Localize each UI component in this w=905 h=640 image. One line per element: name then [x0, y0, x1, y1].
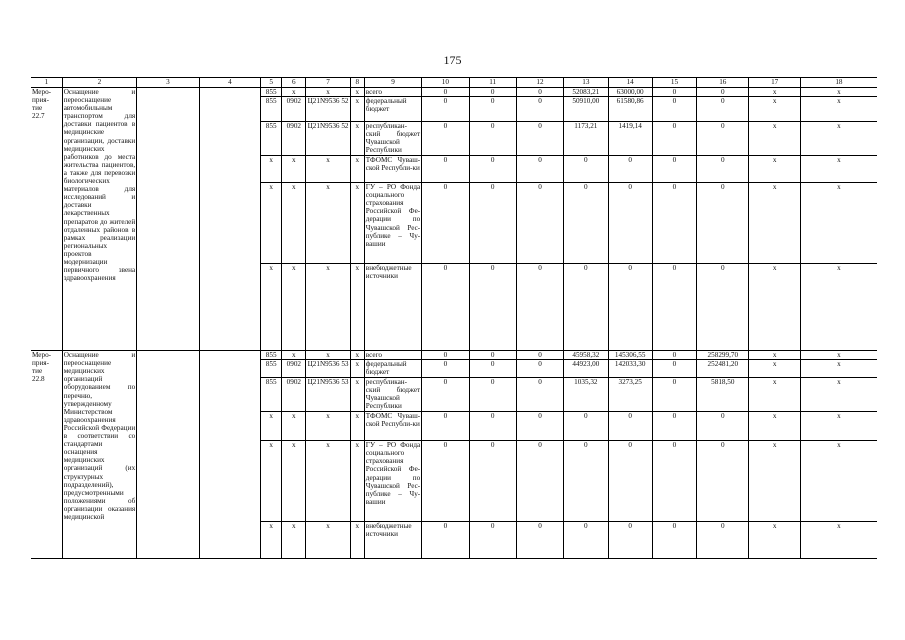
cell-c12: 0 — [516, 156, 563, 183]
cell-c5: х — [261, 183, 282, 264]
cell-c10: 0 — [422, 378, 469, 412]
cell-c12: 0 — [516, 360, 563, 378]
cell-c13: 1173,21 — [564, 122, 608, 156]
cell-c13: 0 — [564, 183, 608, 264]
cell-c14: 0 — [608, 441, 652, 522]
cell-c9: ГУ – РО Фонда социального страхования Российской Фе-дерации по Чувашской Рес-публике – Чу-вашии — [364, 183, 421, 264]
cell-c17: х — [749, 97, 800, 122]
cell-c9: республикан-ский бюджет Чувашской Республики — [365, 122, 421, 155]
measure-label: Меро- прия- тие 22.7 — [31, 88, 62, 351]
cell-c17: х — [749, 183, 800, 264]
cell-c8: х — [350, 88, 364, 97]
cell-c17: х — [749, 412, 800, 441]
cell-c7: х — [306, 183, 350, 264]
cell-c16: 0 — [697, 183, 749, 264]
cell-c15: 0 — [652, 412, 696, 441]
column-header-8: 8 — [350, 78, 364, 88]
cell-c5: 855 — [261, 97, 282, 122]
cell-c11: 0 — [469, 97, 516, 122]
cell-c16: 0 — [697, 156, 749, 183]
cell-c6: х — [282, 522, 306, 559]
cell-c10: 0 — [422, 88, 469, 97]
cell-c12: 0 — [516, 441, 563, 522]
cell-c13: 45958,32 — [564, 351, 608, 360]
cell-c14: 1419,14 — [608, 122, 652, 156]
column-header-4: 4 — [199, 78, 260, 88]
cell-c13: 0 — [564, 412, 608, 441]
column-header-13: 13 — [564, 78, 608, 88]
cell-c9: внебюджетные источники — [364, 522, 421, 559]
column-header-16: 16 — [697, 78, 749, 88]
cell-c16: 0 — [697, 122, 749, 156]
cell-c6: 0902 — [282, 97, 306, 122]
cell-c7: х — [306, 351, 350, 360]
cell-c13: 0 — [564, 522, 608, 559]
cell-c7: х — [306, 264, 350, 351]
cell-c12: 0 — [516, 183, 563, 264]
cell-c7: Ц21N9536 53 — [306, 378, 350, 412]
cell-c8: х — [350, 441, 364, 522]
cell-c12: 0 — [516, 264, 563, 351]
cell-c6: х — [282, 441, 306, 522]
cell-c16: 258299,70 — [697, 351, 749, 360]
column-header-15: 15 — [652, 78, 696, 88]
cell-c7: х — [306, 412, 350, 441]
column-header-12: 12 — [516, 78, 563, 88]
cell-c11: 0 — [469, 264, 516, 351]
column-header-5: 5 — [261, 78, 282, 88]
cell-c8: х — [350, 183, 364, 264]
cell-c16: 0 — [697, 264, 749, 351]
cell-c12: 0 — [516, 88, 563, 97]
cell-c5: х — [261, 156, 282, 183]
cell-c9: федеральный бюджет — [364, 360, 421, 378]
cell-c18: х — [800, 156, 877, 183]
cell-c15: 0 — [652, 351, 696, 360]
cell-c8: х — [350, 97, 364, 122]
cell-c14: 0 — [608, 522, 652, 559]
cell-c11: 0 — [469, 351, 516, 360]
cell-c17: х — [749, 264, 800, 351]
cell-c14: 142033,30 — [608, 360, 652, 378]
cell-c9: республикан-ский бюджет Чувашской Республики — [365, 378, 421, 411]
column-header-18: 18 — [800, 78, 877, 88]
cell-c8: х — [350, 156, 364, 183]
cell-c8: х — [350, 264, 364, 351]
cell-c14: 61580,86 — [608, 97, 652, 122]
cell-c18: х — [800, 122, 877, 156]
cell-c15: 0 — [652, 264, 696, 351]
column-header-2: 2 — [62, 78, 137, 88]
cell-c13: 0 — [564, 264, 608, 351]
cell-c17: х — [749, 360, 800, 378]
cell-c16: 5818,50 — [697, 378, 749, 412]
cell-c15: 0 — [652, 378, 696, 412]
cell-c14: 3273,25 — [608, 378, 652, 412]
cell-c14: 0 — [608, 412, 652, 441]
cell-c12: 0 — [516, 412, 563, 441]
cell-c10: 0 — [422, 522, 469, 559]
cell-c18: х — [800, 264, 877, 351]
cell-c14: 0 — [608, 183, 652, 264]
cell-c10: 0 — [422, 97, 469, 122]
cell-c12: 0 — [516, 378, 563, 412]
cell-c12: 0 — [516, 122, 563, 156]
cell-c8: х — [350, 522, 364, 559]
cell-c11: 0 — [469, 183, 516, 264]
cell-c5: х — [261, 441, 282, 522]
cell-c8: х — [350, 360, 364, 378]
header-row — [31, 78, 877, 88]
cell-c6: 0902 — [282, 378, 306, 412]
cell-c11: 0 — [469, 522, 516, 559]
cell-c14: 63000,00 — [608, 88, 652, 97]
cell-c8: х — [350, 122, 364, 156]
cell-c13: 0 — [564, 441, 608, 522]
cell-c11: 0 — [469, 412, 516, 441]
cell-c14: 0 — [608, 264, 652, 351]
cell-c6: х — [282, 264, 306, 351]
cell-c15: 0 — [652, 522, 696, 559]
column-header-3: 3 — [137, 78, 199, 88]
cell-c5: 855 — [261, 378, 282, 412]
cell-c16: 0 — [697, 97, 749, 122]
cell-c9: ТФОМС Чуваш-ской Республи-ки — [364, 156, 421, 183]
cell-c7: х — [306, 88, 350, 97]
cell-c7: х — [306, 522, 350, 559]
cell-c6: 0902 — [282, 360, 306, 378]
cell-c15: 0 — [652, 97, 696, 122]
cell-c9: федеральный бюджет — [364, 97, 421, 122]
cell-c13: 0 — [564, 156, 608, 183]
column-header-6: 6 — [282, 78, 306, 88]
cell-c17: х — [749, 351, 800, 360]
cell-c12: 0 — [516, 97, 563, 122]
cell-c8: х — [350, 378, 364, 412]
cell-c16: 0 — [697, 412, 749, 441]
empty-cell-c3 — [137, 351, 199, 559]
cell-c15: 0 — [652, 183, 696, 264]
cell-c6: х — [282, 88, 306, 97]
cell-c6: х — [282, 156, 306, 183]
cell-c5: х — [261, 412, 282, 441]
cell-c8: х — [350, 412, 364, 441]
cell-c15: 0 — [652, 156, 696, 183]
table-body — [31, 88, 877, 559]
cell-c16: 252481,20 — [697, 360, 749, 378]
column-header-11: 11 — [469, 78, 516, 88]
cell-c6: х — [282, 412, 306, 441]
cell-c17: х — [749, 522, 800, 559]
table-row — [31, 351, 877, 360]
measure-label: Меро- прия- тие 22.8 — [31, 351, 62, 559]
cell-c16: 0 — [697, 441, 749, 522]
cell-c7: Ц21N9536 52 — [306, 97, 350, 122]
cell-c7: х — [306, 156, 350, 183]
cell-c10: 0 — [422, 360, 469, 378]
column-header-7: 7 — [306, 78, 350, 88]
column-header-14: 14 — [608, 78, 652, 88]
cell-c10: 0 — [422, 412, 469, 441]
cell-c11: 0 — [469, 360, 516, 378]
cell-c15: 0 — [652, 88, 696, 97]
cell-c10: 0 — [422, 122, 469, 156]
cell-c18: х — [800, 522, 877, 559]
cell-c12: 0 — [516, 351, 563, 360]
cell-c16: 0 — [697, 88, 749, 97]
cell-c5: 855 — [261, 360, 282, 378]
cell-c18: х — [800, 97, 877, 122]
cell-c16: 0 — [697, 522, 749, 559]
cell-c11: 0 — [469, 88, 516, 97]
column-header-1: 1 — [31, 78, 62, 88]
cell-c18: х — [800, 360, 877, 378]
cell-c18: х — [800, 412, 877, 441]
cell-c18: х — [800, 351, 877, 360]
cell-c5: 855 — [261, 351, 282, 360]
cell-c11: 0 — [469, 156, 516, 183]
cell-c10: 0 — [422, 351, 469, 360]
table-row — [31, 88, 877, 97]
cell-c17: х — [749, 88, 800, 97]
cell-c18: х — [800, 441, 877, 522]
cell-c11: 0 — [469, 441, 516, 522]
cell-c9: всего — [364, 88, 421, 97]
cell-c10: 0 — [422, 156, 469, 183]
cell-c17: х — [749, 378, 800, 412]
cell-c5: х — [261, 522, 282, 559]
cell-c14: 145306,55 — [608, 351, 652, 360]
cell-c10: 0 — [422, 183, 469, 264]
cell-c14: 0 — [608, 156, 652, 183]
column-header-17: 17 — [749, 78, 800, 88]
cell-c6: х — [282, 351, 306, 360]
cell-c15: 0 — [652, 441, 696, 522]
cell-c13: 52083,21 — [564, 88, 608, 97]
measure-description: Оснащение и переоснащение автомобильным транспортом для доставки пациентов в медицинские организации, доставки медицинских работников до места жительства пациентов, а также для перевозки биологических материалов для исследований и доставки лекарственных препаратов до жителей отдаленных районов в рамках реализации региональных проектов модернизации первичного звена здравоохранения — [62, 88, 137, 351]
page-number: 175 — [443, 53, 462, 67]
cell-c13: 1035,32 — [564, 378, 608, 412]
cell-c17: х — [749, 441, 800, 522]
column-header-10: 10 — [422, 78, 469, 88]
measure-description: Оснащение и переоснащение медицинских организаций оборудованием по перечню, утвержденному Министерством здравоохранения Российской Федерации в соответствии со стандартами оснащения медицинских организаций (их структурных подразделений), предусмотренными положениями об организации оказания медицинской — [62, 351, 137, 559]
budget-table — [31, 77, 877, 559]
cell-c8: х — [350, 351, 364, 360]
cell-c18: х — [800, 88, 877, 97]
column-header-9: 9 — [364, 78, 421, 88]
cell-c11: 0 — [469, 378, 516, 412]
cell-c15: 0 — [652, 360, 696, 378]
cell-c13: 50910,00 — [564, 97, 608, 122]
cell-c13: 44923,00 — [564, 360, 608, 378]
cell-c7: Ц21N9536 53 — [306, 360, 350, 378]
cell-c5: 855 — [261, 88, 282, 97]
cell-c9: ТФОМС Чуваш-ской Республи-ки — [364, 412, 421, 441]
cell-c7: Ц21N9536 52 — [306, 122, 350, 156]
empty-cell-c4 — [199, 88, 260, 351]
cell-c17: х — [749, 156, 800, 183]
cell-c6: х — [282, 183, 306, 264]
cell-c10: 0 — [422, 441, 469, 522]
cell-c6: 0902 — [282, 122, 306, 156]
cell-c9: всего — [364, 351, 421, 360]
cell-c9: внебюджетные источники — [364, 264, 421, 351]
cell-c17: х — [749, 122, 800, 156]
cell-c12: 0 — [516, 522, 563, 559]
cell-c7: х — [306, 441, 350, 522]
cell-c5: х — [261, 264, 282, 351]
empty-cell-c3 — [137, 88, 199, 351]
cell-c5: 855 — [261, 122, 282, 156]
cell-c18: х — [800, 183, 877, 264]
cell-c15: 0 — [652, 122, 696, 156]
cell-c9: ГУ – РО Фонда социального страхования Российской Фе-дерации по Чувашской Рес-публике – Чу-вашии — [364, 441, 421, 522]
cell-c10: 0 — [422, 264, 469, 351]
empty-cell-c4 — [199, 351, 260, 559]
cell-c18: х — [800, 378, 877, 412]
cell-c11: 0 — [469, 122, 516, 156]
